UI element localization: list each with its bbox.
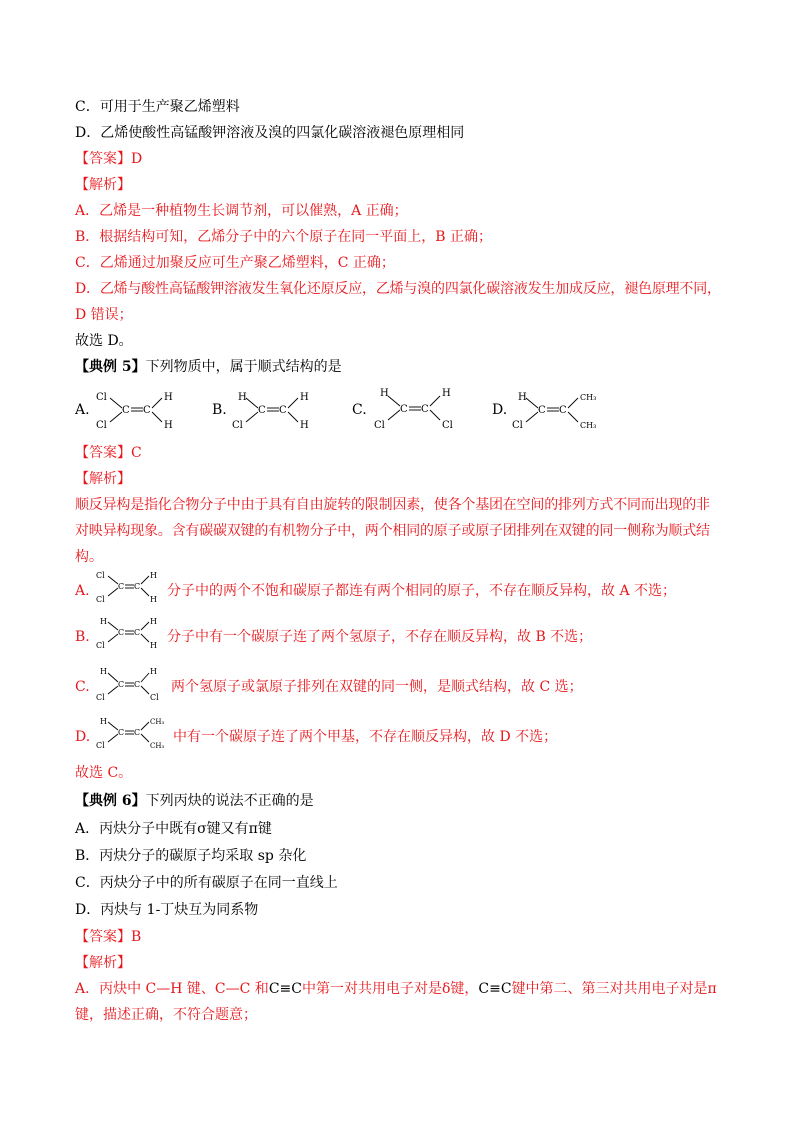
atom-c: C [134, 680, 141, 689]
example-6-heading [75, 792, 314, 810]
atom-h: H [164, 392, 173, 403]
conclusion-line: 故选 D。 [75, 333, 133, 349]
atom-c: C [134, 728, 141, 737]
molecule-d [510, 388, 610, 432]
atom-cl: Cl [232, 420, 243, 431]
example-5-question: 下列物质中，属于顺式结构的是 [145, 359, 342, 375]
atom-h: H [150, 595, 157, 604]
small-molecule-c [94, 664, 166, 704]
triple-bond-formula: C≡C [478, 981, 512, 997]
atom-c: C [279, 405, 287, 416]
atom-cl: Cl [374, 420, 385, 431]
atom-h: H [300, 392, 309, 403]
answer-label: 【答案】C [75, 445, 142, 461]
question-option-d: D．乙烯使酸性高锰酸钾溶液及溴的四氯化碳溶液褪色原理相同 [75, 125, 465, 141]
atom-h: H [238, 392, 247, 403]
explanation-line: 顺反异构是指化合物分子中由于具有自由旋转的限制因素，使各个基团在空间的排列方式不同而出现的非 [75, 497, 710, 513]
atom-ch3: CH₃ [580, 393, 597, 402]
atom-c: C [122, 405, 130, 416]
atom-c: C [134, 628, 141, 637]
q6-option-b: B．丙炔分子的碳原子均采取 sp 杂化 [75, 848, 307, 864]
analysis-label: 【解析】 [75, 955, 131, 971]
atom-cl: Cl [96, 693, 105, 702]
atom-ch3: CH₃ [150, 718, 165, 726]
atom-h: H [150, 641, 157, 650]
atom-cl: Cl [96, 741, 105, 750]
analysis-line-c: C．乙烯通过加聚反应可生产聚乙烯塑料，C 正确； [75, 255, 395, 271]
atom-c: C [118, 582, 125, 591]
q6-option-c: C．丙炔分子中的所有碳原子在同一直线上 [75, 875, 338, 891]
analysis-line-b: B．根据结构可知，乙烯分子中的六个原子在同一平面上，B 正确； [75, 229, 493, 245]
atom-cl: Cl [96, 641, 105, 650]
option-c-label: C. [352, 402, 367, 418]
molecule-b [230, 388, 320, 432]
analysis-line-d-cont: D 错误； [75, 307, 133, 323]
analysis-c-text: 两个氢原子或氯原子排列在双键的同一侧，是顺式结构，故 C 选； [171, 679, 583, 695]
answer-label: 【答案】D [75, 151, 143, 167]
atom-c: C [421, 404, 429, 415]
atom-ch3: CH₃ [150, 742, 165, 750]
final-analysis-line [75, 980, 717, 998]
answer-label: 【答案】B [75, 929, 142, 945]
atom-h: H [164, 420, 173, 431]
explanation-line: 构。 [75, 549, 103, 565]
q6-option-d: D．丙炔与 1-丁炔互为同系物 [75, 902, 259, 918]
final-text-a: A．丙炔中 C—H 键、C—C 和 [75, 981, 269, 997]
atom-cl: Cl [96, 392, 107, 403]
final-analysis-line-cont: 键，描述正确，不符合题意； [75, 1007, 257, 1023]
option-b-label: B. [212, 402, 227, 418]
analysis-label: 【解析】 [75, 471, 131, 487]
atom-cl: Cl [512, 420, 523, 431]
atom-c: C [143, 405, 151, 416]
analysis-b-label: B. [75, 629, 90, 645]
conclusion-line: 故选 C。 [75, 765, 133, 781]
atom-ch3: CH₃ [580, 421, 597, 430]
atom-h: H [380, 388, 389, 399]
atom-c: C [400, 404, 408, 415]
example-5-tag: 【典例 5】 [75, 359, 146, 375]
molecule-a [94, 388, 184, 432]
analysis-line-d: D．乙烯与酸性高锰酸钾溶液发生氧化还原反应，乙烯与溴的四氯化碳溶液发生加成反应，褪色原理不同， [75, 281, 721, 297]
example-6-question: 下列丙炔的说法不正确的是 [145, 793, 314, 809]
triple-bond-formula: C≡C [268, 981, 302, 997]
atom-c: C [118, 628, 125, 637]
example-6-tag: 【典例 6】 [75, 793, 146, 809]
small-molecule-a [94, 568, 164, 604]
atom-h: H [150, 667, 157, 676]
final-text-b: 中第一对共用电子对是δ键， [301, 981, 479, 997]
atom-h: H [442, 388, 451, 399]
example-5-heading [75, 358, 342, 376]
analysis-d-text: 中有一个碳原子连了两个甲基，不存在顺反异构，故 D 不选； [173, 729, 558, 745]
analysis-b-text: 分子中有一个碳原子连了两个氢原子，不存在顺反异构，故 B 不选； [167, 629, 593, 645]
q6-option-a: A．丙炔分子中既有σ键又有π键 [75, 821, 272, 837]
small-molecule-b [94, 614, 164, 650]
atom-h: H [100, 667, 107, 676]
atom-c: C [118, 680, 125, 689]
explanation-line: 对映异构现象。含有碳碳双键的有机物分子中，两个相同的原子或原子团排列在双键的同一侧称为顺式结 [75, 523, 710, 539]
option-d-label: D. [492, 402, 508, 418]
atom-cl: Cl [96, 420, 107, 431]
atom-h: H [518, 392, 527, 403]
final-text-c: 键中第二、第三对共用电子对是π [511, 981, 717, 997]
analysis-label: 【解析】 [75, 177, 131, 193]
atom-h: H [100, 617, 107, 626]
atom-cl: Cl [96, 595, 105, 604]
atom-c: C [118, 728, 125, 737]
atom-c: C [559, 405, 567, 416]
analysis-line-a: A．乙烯是一种植物生长调节剂，可以催熟，A 正确； [75, 203, 408, 219]
molecule-c [372, 384, 472, 432]
atom-c: C [134, 582, 141, 591]
atom-h: H [300, 420, 309, 431]
atom-h: H [150, 571, 157, 580]
atom-h: H [150, 617, 157, 626]
analysis-a-label: A. [75, 583, 90, 599]
analysis-d-label: D. [75, 729, 91, 745]
question-option-c: C．可用于生产聚乙烯塑料 [75, 99, 240, 115]
atom-c: C [258, 405, 266, 416]
atom-cl: Cl [96, 571, 105, 580]
option-a-label: A. [75, 402, 90, 418]
atom-cl: Cl [150, 693, 159, 702]
atom-cl: Cl [442, 420, 453, 431]
analysis-c-label: C. [75, 679, 90, 695]
small-molecule-d [94, 714, 168, 752]
atom-h: H [100, 717, 107, 726]
atom-c: C [538, 405, 546, 416]
analysis-a-text: 分子中的两个不饱和碳原子都连有两个相同的原子，不存在顺反异构，故 A 不选； [167, 583, 677, 599]
